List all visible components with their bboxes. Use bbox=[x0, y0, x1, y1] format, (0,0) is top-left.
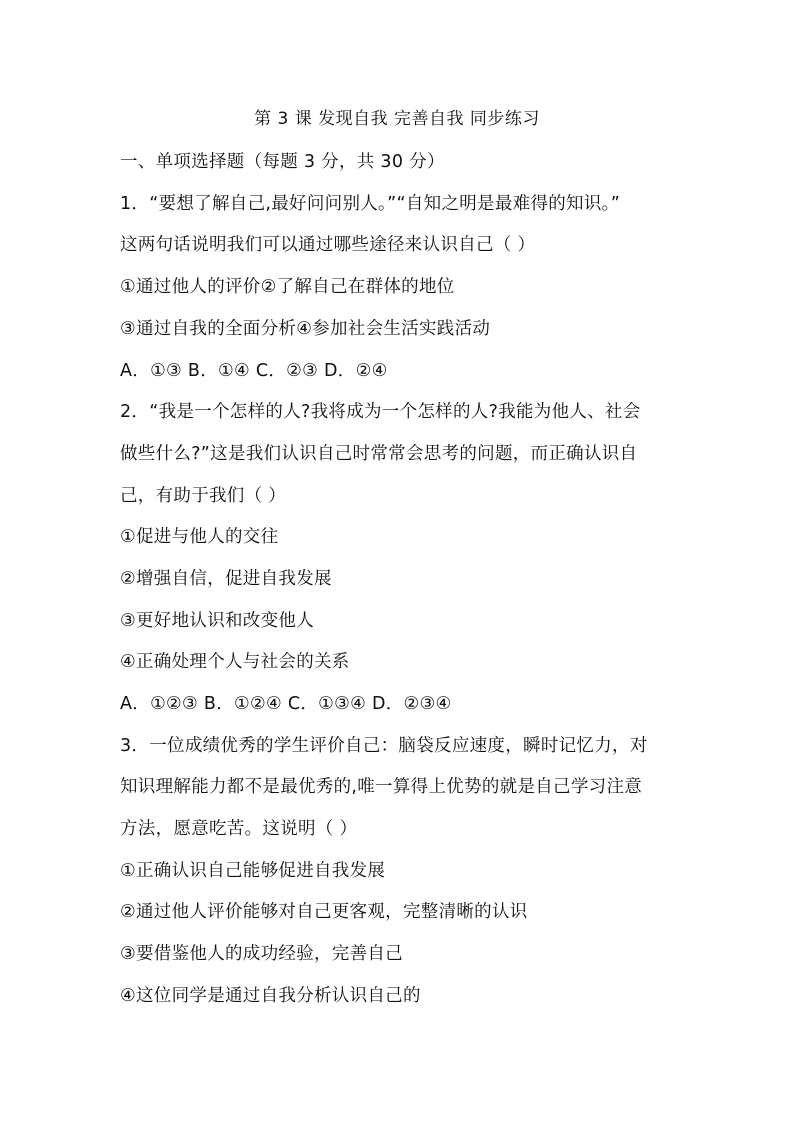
question-3-option-2: ②通过他人评价能够对自己更客观，完整清晰的认识 bbox=[120, 902, 528, 922]
section-heading: 一、单项选择题（每题 3 分，共 30 分） bbox=[120, 152, 445, 172]
question-3-option-3: ③要借鉴他人的成功经验，完善自己 bbox=[120, 944, 403, 964]
question-3-option-4: ④这位同学是通过自我分析认识自己的 bbox=[120, 986, 421, 1006]
question-1-option-1: ①通过他人的评价②了解自己在群体的地位 bbox=[120, 277, 455, 297]
question-1-line-1: 1．“要想了解自己,最好问问别人。”“自知之明是最难得的知识。” bbox=[120, 194, 621, 214]
question-2-line-3: 己，有助于我们（ ） bbox=[120, 486, 287, 506]
question-3-line-3: 方法，愿意吃苦。这说明（ ） bbox=[120, 819, 358, 839]
question-3-line-2: 知识理解能力都不是最优秀的,唯一算得上优势的就是自己学习注意 bbox=[120, 777, 643, 797]
question-1-choices: A．①③ B．①④ C．②③ D．②④ bbox=[120, 361, 388, 381]
question-3-option-1: ①正确认识自己能够促进自我发展 bbox=[120, 861, 386, 881]
question-3-line-1: 3．一位成绩优秀的学生评价自己：脑袋反应速度，瞬时记忆力，对 bbox=[120, 736, 648, 756]
question-2-option-2: ②增强自信，促进自我发展 bbox=[120, 569, 332, 589]
question-2-choices: A．①②③ B．①②④ C．①③④ D．②③④ bbox=[120, 694, 452, 714]
question-1-option-2: ③通过自我的全面分析④参加社会生活实践活动 bbox=[120, 319, 491, 339]
question-2-option-3: ③更好地认识和改变他人 bbox=[120, 611, 314, 631]
question-2-option-1: ①促进与他人的交往 bbox=[120, 527, 279, 547]
question-1-line-2: 这两句话说明我们可以通过哪些途径来认识自己（ ） bbox=[120, 235, 536, 255]
question-2-line-1: 2．“我是一个怎样的人?我将成为一个怎样的人?我能为他人、社会 bbox=[120, 402, 641, 422]
question-2-line-2: 做些什么?”这是我们认识自己时常常会思考的问题，而正确认识自 bbox=[120, 444, 638, 464]
page-title: 第 3 课 发现自我 完善自我 同步练习 bbox=[254, 109, 540, 129]
question-2-option-4: ④正确处理个人与社会的关系 bbox=[120, 652, 350, 672]
